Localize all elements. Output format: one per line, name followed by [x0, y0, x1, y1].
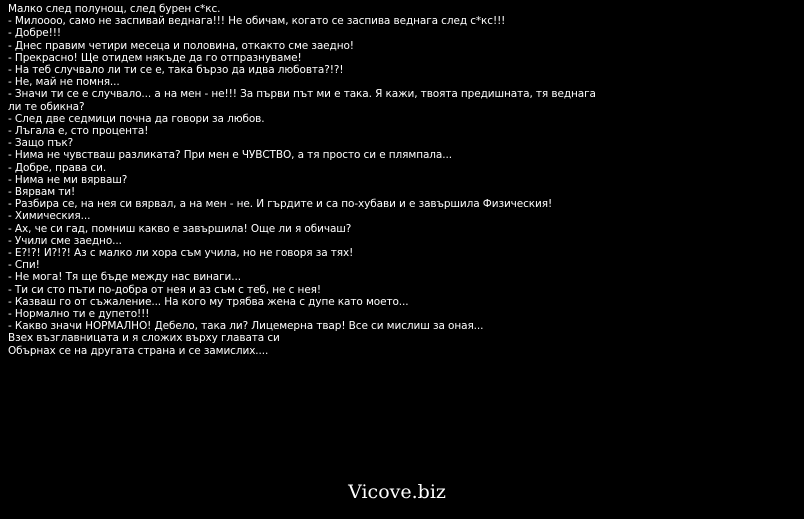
story-line: - Какво значи НОРМАЛНО! Дебело, така ли? Лицемерна твар! Все си мислиш за оная...: [8, 320, 484, 333]
story-line: - Не мога! Тя ще бъде между нас винаги...: [8, 271, 241, 284]
story-line: - Нормално ти е дупето!!!: [8, 308, 150, 321]
story-line: - Учили сме заедно...: [8, 234, 122, 247]
story-line: - Лъгала е, сто процента!: [8, 125, 149, 138]
story-line: - Е?!?! И?!?! Аз с малко ли хора съм учила, но не говоря за тях!: [8, 247, 354, 260]
story-line: - Разбира се, на нея си вярвал, а на мен - не. И гърдите и са по-хубави и е завършила Физическия!: [8, 198, 553, 211]
story-line: - Ах, че си гад, помниш какво е завършила! Още ли я обичаш?: [8, 222, 352, 235]
story-line: - Милоооо, само не заспивай веднага!!! Не обичам, когато се заспива веднага след с*кс!!!: [8, 15, 506, 28]
story-line: - На теб случвало ли ти се е, така бързо да идва любовта?!?!: [8, 64, 344, 77]
story-line: - Днес правим четири месеца и половина, откакто сме заедно!: [8, 39, 354, 52]
story-line: Обърнах се на другата страна и се замислих....: [8, 344, 269, 357]
joke-text: [8, 3, 598, 357]
story-line: - Казваш го от съжаление... На кого му трябва жена с дупе като моето...: [8, 295, 409, 308]
story-line: - Химическия...: [8, 210, 91, 223]
story-line: Малко след полунощ, след бурен с*кс.: [8, 3, 221, 15]
story-line: - Добре!!!: [8, 27, 61, 40]
story-line: - Ти си сто пъти по-добра от нея и аз съм с теб, не с нея!: [8, 283, 322, 296]
story-line: Взех възглавницата и я сложих върху главата си: [8, 332, 280, 345]
story-line: - След две седмици почна да говори за любов.: [8, 112, 265, 125]
story-line: - Защо пък?: [8, 137, 74, 150]
story-line: - Нима не чувстваш разликата? При мен е ЧУВСТВО, а тя просто си е плямпала...: [8, 149, 452, 162]
story-line: - Вярвам ти!: [8, 186, 76, 199]
story-line: - Значи ти се е случвало... а на мен - не!!! За първи път ми е така. Я кажи, твоята предишната, тя веднага ли те обикна?: [8, 88, 596, 113]
story-line: - Не, май не помня...: [8, 76, 120, 89]
story-line: - Нима не ми вярваш?: [8, 173, 128, 186]
story-line: - Спи!: [8, 259, 40, 272]
story-line: - Добре, права си.: [8, 161, 107, 174]
story-line: - Прекрасно! Ще отидем някъде да го отпразнуваме!: [8, 51, 302, 64]
site-watermark: Vicove.biz: [348, 481, 446, 503]
